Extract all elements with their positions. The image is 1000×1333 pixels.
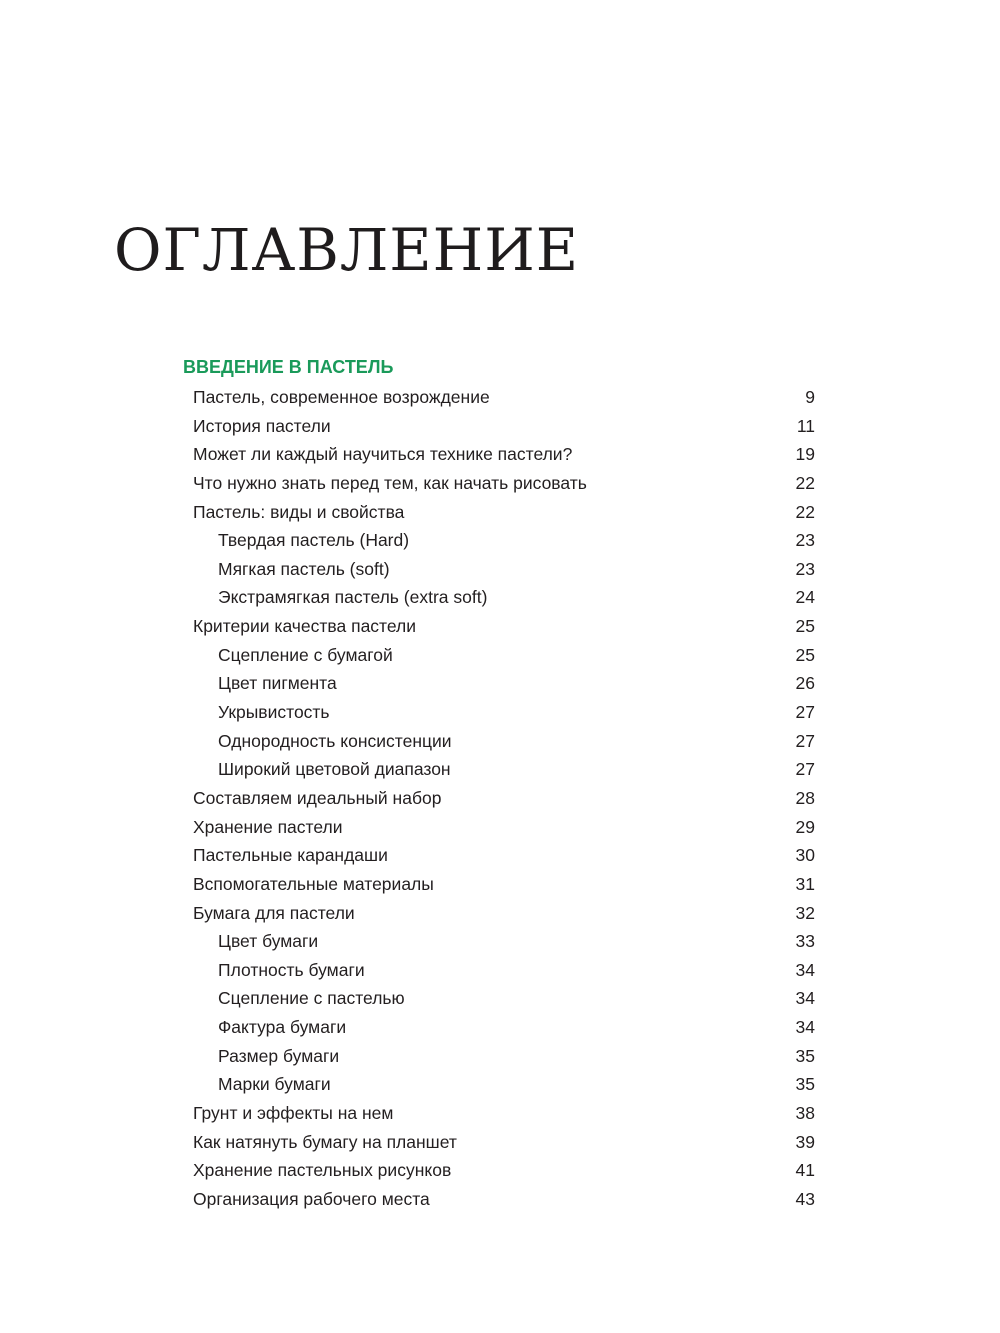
toc-entry (193, 1156, 815, 1185)
toc-entry-label: Пастельные карандаши (193, 845, 388, 866)
toc-entry-page-number: 9 (805, 387, 815, 407)
toc-entry (193, 1013, 815, 1042)
toc-entry-label: Бумага для пастели (193, 902, 355, 923)
toc-entry-label: Пастель: виды и свойства (193, 501, 405, 522)
toc-entry-page-number: 38 (795, 1103, 815, 1124)
toc-entry (193, 956, 815, 985)
toc-entry (193, 583, 815, 612)
toc-entry (193, 1128, 815, 1157)
toc-entry-label: Организация рабочего места (193, 1188, 430, 1209)
toc-entry (193, 469, 815, 498)
toc-entry-label: Фактура бумаги (218, 1017, 347, 1038)
toc-entry-label: Мягкая пастель (soft) (218, 558, 390, 579)
toc-entry-label: Вспомогательные материалы (193, 873, 434, 894)
toc-entry-page-number: 27 (795, 759, 815, 780)
toc-entry-label: Что нужно знать перед тем, как начать рисовать (193, 472, 587, 493)
toc-entry-label: Экстрамягкая пастель (extra soft) (218, 587, 488, 608)
toc-entry-page-number: 39 (795, 1131, 815, 1152)
toc-entry-page-number: 25 (795, 644, 815, 665)
toc-entry-page-number: 29 (795, 816, 815, 837)
toc-entry-label: Сцепление с бумагой (218, 644, 393, 665)
toc-entry-page-number: 27 (795, 730, 815, 751)
toc-entry-page-number: 41 (795, 1160, 815, 1181)
toc-entry-label: Цвет пигмента (218, 673, 337, 694)
toc-entry-page-number: 19 (795, 444, 815, 465)
toc-entry (193, 813, 815, 842)
toc-entry-label: Составляем идеальный набор (193, 787, 442, 808)
toc-entry (193, 927, 815, 956)
toc-entry (193, 727, 815, 756)
toc-entry-page-number: 26 (795, 673, 815, 694)
toc-entry-label: Размер бумаги (218, 1045, 340, 1066)
toc-entry-page-number: 31 (795, 873, 815, 894)
toc-entry-label: Сцепление с пастелью (218, 988, 405, 1009)
toc-entry-page-number: 23 (795, 558, 815, 579)
toc-entry (193, 984, 815, 1013)
toc-entry (193, 841, 815, 870)
toc-entry (193, 669, 815, 698)
toc-entry-page-number: 43 (795, 1188, 815, 1209)
toc-entry-label: Широкий цветовой диапазон (218, 759, 451, 780)
toc-entry (193, 412, 815, 441)
toc-entry-label: Критерии качества пастели (193, 616, 417, 637)
toc-entry-label: Может ли каждый научиться технике пастели? (193, 444, 573, 465)
toc-entry-page-number: 25 (795, 616, 815, 637)
toc-entry-page-number: 28 (795, 787, 815, 808)
toc-entry-label: Твердая пастель (Hard) (218, 530, 410, 551)
toc-entry-label: История пастели (193, 415, 331, 436)
toc-entry-page-number: 30 (795, 845, 815, 866)
toc-entry-page-number: 34 (795, 988, 815, 1009)
toc-entry-page-number: 34 (795, 959, 815, 980)
toc-entry (193, 755, 815, 784)
toc-entry (193, 1185, 815, 1214)
toc-entry (193, 870, 815, 899)
toc-entry-page-number: 35 (795, 1045, 815, 1066)
toc-entry-page-number: 33 (795, 931, 815, 952)
toc-entry (193, 899, 815, 928)
toc-entry (193, 440, 815, 469)
toc-list (193, 383, 815, 1214)
toc-entry (193, 555, 815, 584)
toc-entry-page-number: 23 (795, 530, 815, 551)
toc-entry (193, 698, 815, 727)
toc-entry-label: Хранение пастели (193, 816, 343, 837)
toc-entry-page-number: 27 (795, 702, 815, 723)
toc-entry (193, 641, 815, 670)
toc-entry-label: Марки бумаги (218, 1074, 331, 1095)
toc-entry-page-number: 22 (795, 472, 815, 493)
toc-entry-label: Однородность консистенции (218, 730, 452, 751)
toc-entry (193, 784, 815, 813)
page-title: ОГЛАВЛЕНИЕ (114, 216, 580, 284)
toc-entry-label: Цвет бумаги (218, 931, 319, 952)
toc-entry (193, 1070, 815, 1099)
toc-entry-page-number: 11 (796, 415, 815, 436)
toc-entry-label: Как натянуть бумагу на планшет (193, 1131, 457, 1152)
toc-entry-page-number: 34 (795, 1017, 815, 1038)
toc-entry (193, 498, 815, 527)
toc-entry (193, 1099, 815, 1128)
toc-entry-label: Хранение пастельных рисунков (193, 1160, 452, 1181)
toc-entry (193, 526, 815, 555)
toc-entry (193, 383, 815, 412)
toc-entry-label: Пастель, современное возрождение (193, 387, 490, 407)
toc-entry-label: Укрывистость (218, 702, 330, 723)
toc-entry (193, 612, 815, 641)
toc-entry (193, 1042, 815, 1071)
toc-entry-page-number: 24 (795, 587, 815, 608)
toc-entry-page-number: 22 (795, 501, 815, 522)
toc-entry-label: Плотность бумаги (218, 959, 365, 980)
toc-entry-page-number: 32 (795, 902, 815, 923)
toc-entry-page-number: 35 (795, 1074, 815, 1095)
toc-entry-label: Грунт и эффекты на нем (193, 1103, 394, 1124)
section-title: ВВЕДЕНИЕ В ПАСТЕЛЬ (183, 357, 394, 377)
